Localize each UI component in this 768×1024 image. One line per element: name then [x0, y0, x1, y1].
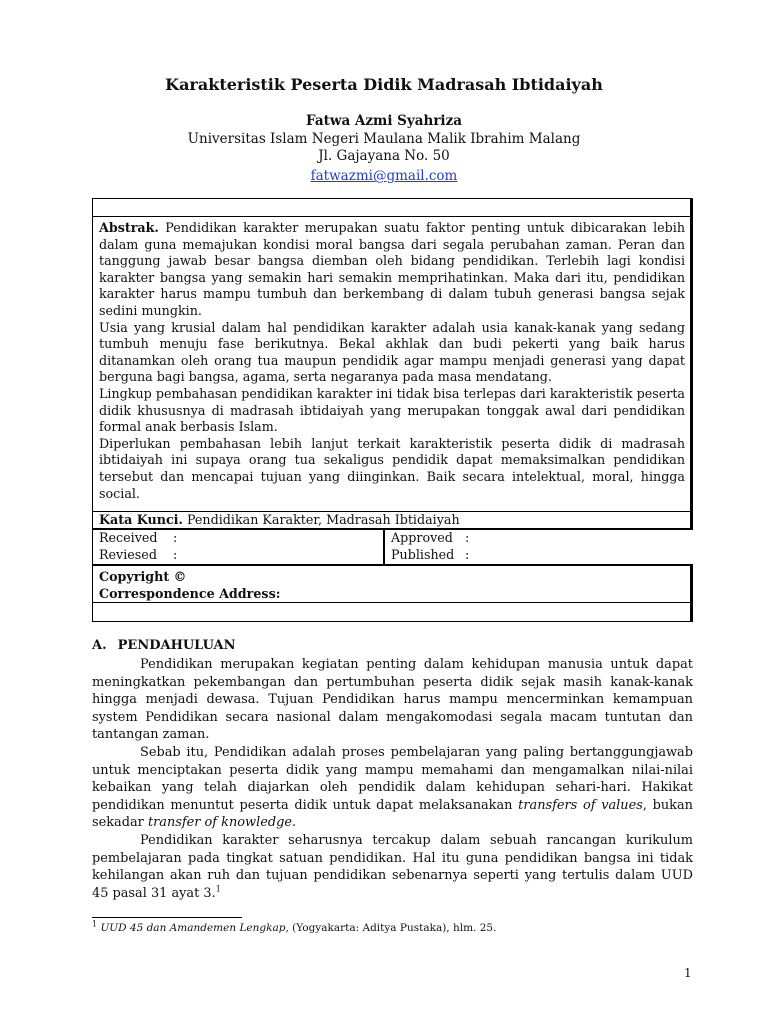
abstract-paragraph-3: Lingkup pembahasan pendidikan karakter ini tidak bisa terlepas dari karakteristik peserta didik khususnya di madrasah ibtidaiyah yang merupakan tonggak awal dari pendidikan formal anak berbasis Islam.: [99, 385, 685, 435]
abstract-paragraph-1: [99, 220, 685, 320]
abstract-box: [92, 216, 693, 512]
author-address: Jl. Gajayana No. 50: [318, 148, 450, 164]
body-paragraph-1: Pendidikan merupakan kegiatan penting dalam kehidupan manusia untuk dapat meningkatkan pekembangan dan pertumbuhan peserta didik sejak masih kanak-kanak hingga menjadi dewasa. Tujuan Pendidikan harus mampu mencerminkan kemampuan system Pendidikan secara nasional dalam mengakomodasi segala macam tuntutan dan tantangan zaman.: [92, 657, 693, 743]
header-box-strip: [92, 198, 693, 217]
body-paragraph-2: [92, 744, 693, 832]
footnote-number: 1: [92, 919, 98, 929]
abstract-label: Abstrak.: [99, 220, 159, 235]
keywords-box: [92, 511, 693, 529]
approved-colon: :: [465, 530, 470, 545]
revised-colon: :: [173, 546, 178, 562]
footnote: [92, 919, 497, 934]
revised-label: Reviesed: [99, 546, 157, 562]
body-p2-text-b: , bukan sekadar: [92, 797, 693, 831]
page-number: 1: [684, 966, 692, 980]
correspondence-label: Correspondence Address:: [99, 586, 281, 601]
author-affiliation: Universitas Islam Negeri Maulana Malik Ibrahim Malang: [187, 131, 581, 147]
copyright-box: [92, 565, 693, 603]
footnote-italic: UUD 45 dan Amandemen Lengkap,: [100, 922, 289, 934]
footnote-text: (Yogyakarta: Aditya Pustaka), hlm. 25.: [288, 922, 497, 934]
approved-label: Approved: [391, 530, 453, 545]
published-row: [391, 547, 671, 564]
body-p2-italic-2: transfer of knowledge.: [147, 815, 297, 831]
author-name: Fatwa Azmi Syahriza: [306, 113, 462, 129]
email-wrapper: [0, 165, 768, 184]
dates-divider: [383, 530, 385, 564]
keywords-text: Pendidikan Karakter, Madrasah Ibtidaiyah: [182, 512, 460, 527]
body-text: [92, 656, 693, 902]
dates-right-column: [391, 530, 671, 564]
abstract-paragraph-2: Usia yang krusial dalam hal pendidikan karakter adalah usia kanak-kanak yang sedang tumbuh menuju fase berikutnya. Bekal akhlak dan budi pekerti yang baik harus ditanamkan oleh orang tua maupun pendidik agar mampu menjadi generasi yang dapat berguna bagi bangsa, agama, serta negaranya pada masa mendatang.: [99, 319, 685, 385]
abstract-paragraph-4: Diperlukan pembahasan lebih lanjut terkait karakteristik peserta didik di madrasah ibtidaiyah ini supaya orang tua sekaligus pendidik dapat memaksimalkan pendidikan tersebut dan mencapai tujuan yang diinginkan. Baik secara intelektual, moral, hingga social.: [99, 435, 685, 501]
approved-row: [391, 530, 671, 547]
body-p3-text: Pendidikan karakter seharusnya tercakup dalam sebuah rancangan kurikulum pembelajaran pada tingkat satuan pendidikan. Hal itu guna pendidikan bangsa ini tidak kehilangan akan ruh dan tujuan pendidikan sebenarnya seperti yang tertulis dalam UUD 45 pasal 31 ayat 3.: [92, 832, 693, 901]
abstract-text-1: Pendidikan karakter merupakan suatu faktor penting untuk dibicarakan lebih dalam guna memajukan kondisi moral bangsa dari segala perubahan zaman. Peran dan tanggung jawab besar bangsa diemban oleh bidang pendidikan. Terlebih lagi kondisi karakter bangsa yang semakin hari semakin memprihatinkan. Maka dari itu, pendidikan karakter harus mampu tumbuh dan berkembang di dalam tubuh generasi bangsa sejak sedini mungkin.: [99, 220, 685, 318]
received-label: Received: [99, 530, 158, 545]
footnote-rule: [92, 917, 242, 918]
keywords-label: Kata Kunci.: [99, 512, 183, 527]
dates-left-column: [99, 530, 379, 564]
body-p2-italic-1: transfers of values: [518, 797, 643, 813]
paper-title: Karakteristik Peserta Didik Madrasah Ibtidaiyah: [165, 75, 603, 94]
bottom-box-strip: [92, 602, 693, 622]
revised-row: [99, 547, 379, 564]
dates-box: [92, 529, 693, 565]
footnote-ref[interactable]: 1: [215, 884, 221, 894]
received-row: [99, 530, 379, 547]
published-label: Published: [391, 546, 455, 562]
section-heading: A. PENDAHULUAN: [92, 638, 236, 653]
body-p2-text-a: Sebab itu, Pendidikan adalah proses pembelajaran yang paling bertanggungjawab untuk menciptakan peserta didik yang mampu memahami dan mengamalkan nilai-nilai kebaikan yang telah diajarkan oleh pendidik dalam kehidupan sehari-hari. Hakikat pendidikan menuntut peserta didik untuk dapat melaksanakan: [92, 744, 693, 813]
received-colon: :: [173, 530, 178, 545]
body-paragraph-3: [92, 832, 693, 902]
published-colon: :: [465, 546, 470, 562]
copyright-label: Copyright ©: [99, 569, 187, 584]
author-email-link[interactable]: fatwazmi@gmail.com: [310, 168, 458, 184]
